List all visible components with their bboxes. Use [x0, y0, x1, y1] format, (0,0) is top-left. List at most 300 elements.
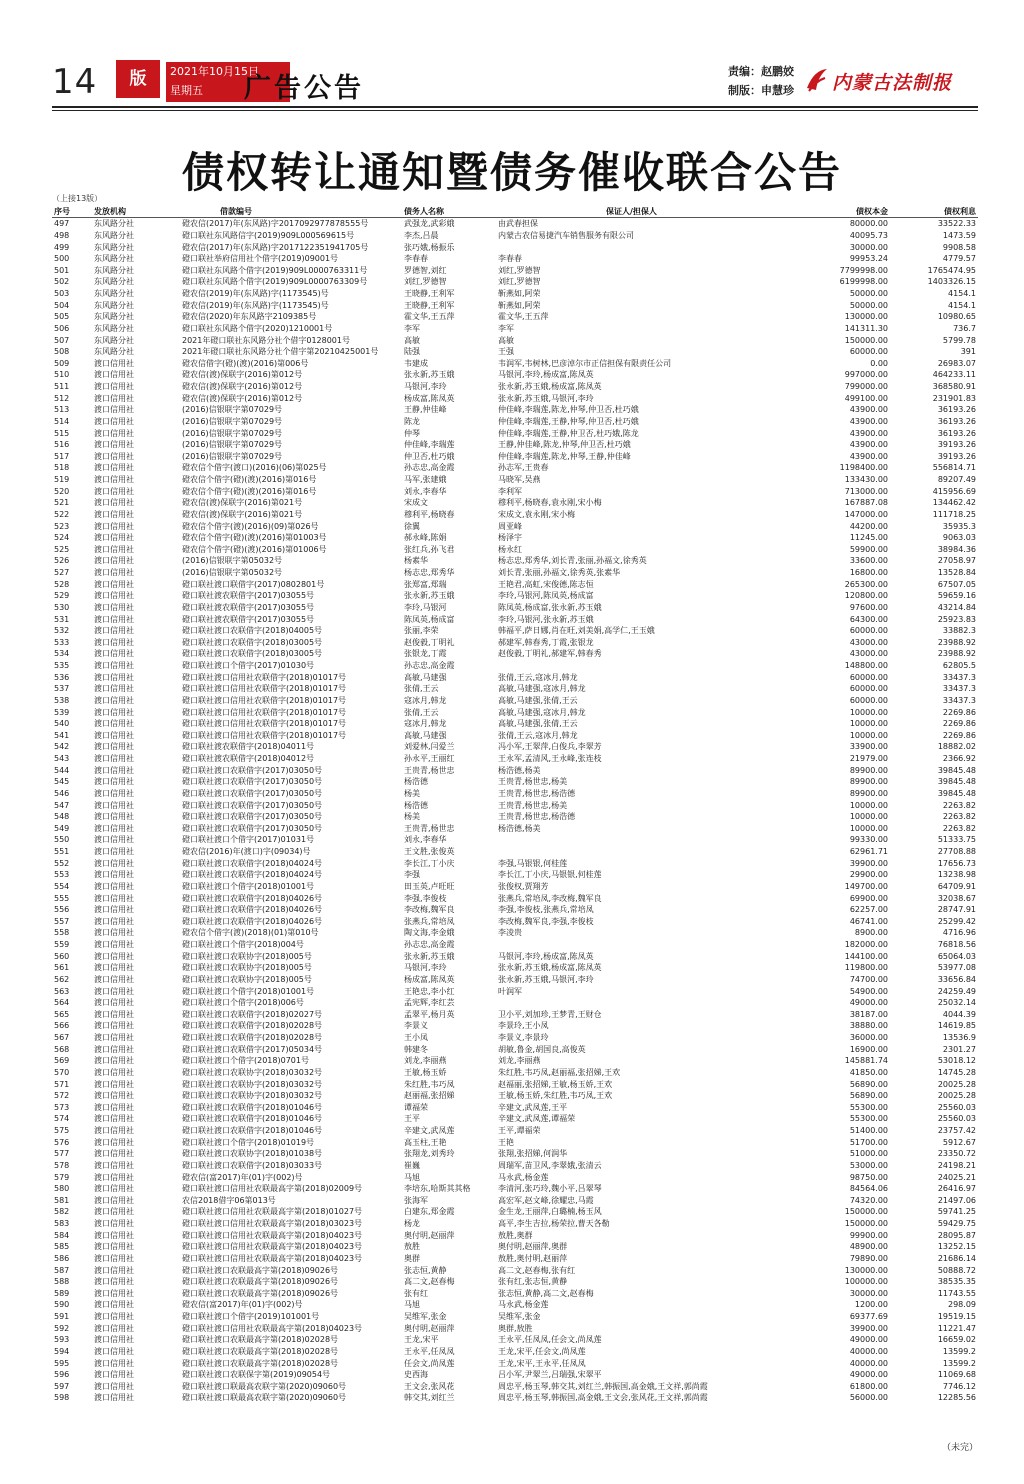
cell-guarantor: 王平,谭福荣 — [498, 1126, 541, 1136]
table-row — [52, 846, 978, 858]
cell-branch: 东风路分社 — [94, 300, 134, 310]
cell-debtor: 陆强 — [404, 347, 420, 357]
cell-guarantor: 王龙,宋平,王永平,任凤凤 — [498, 1358, 586, 1368]
cell-interest: 368580.91 — [932, 382, 976, 392]
cell-guarantor: 刘长青,张丽,孙福文,徐秀英,张素华 — [498, 568, 621, 578]
cell-interest: 23988.92 — [937, 649, 976, 659]
col-header-no: 序号 — [52, 205, 92, 218]
cell-guarantor: 韦润军,韦树林,巴彦淖尔市正信担保有限责任公司 — [498, 358, 672, 368]
cell-debtor: 韩建冬 — [404, 1044, 428, 1054]
cell-guarantor — [496, 660, 806, 672]
cell-loan-no: 磴口联社渡口信用社农联最高字第(2018)04023号 — [182, 1242, 363, 1252]
masthead-rule-thin — [52, 110, 978, 111]
cell-principal: 60000.00 — [849, 347, 888, 357]
cell-debtor: 孙志忠,高金霞 — [404, 463, 455, 473]
cell-interest: 13528.84 — [937, 568, 976, 578]
table-row — [52, 1288, 978, 1300]
cell-debtor: 刘爱林,闫爱兰 — [404, 742, 455, 752]
cell-guarantor: 张有红,张志恒,黄静 — [498, 1277, 568, 1287]
cell-guarantor — [496, 997, 806, 1009]
table-row — [52, 869, 978, 881]
cell-interest: 67507.05 — [937, 579, 976, 589]
table-row — [52, 706, 978, 718]
cell-loan-no: 磴口联社渡口农联借字(2018)03033号 — [182, 1160, 323, 1170]
cell-debtor: 田玉英,卢旺旺 — [404, 881, 455, 891]
cell-debtor: 杨浩德 — [404, 800, 428, 810]
cell-branch: 渡口信用社 — [94, 1067, 134, 1077]
cell-no: 579 — [54, 1172, 70, 1182]
cell-principal: 30000.00 — [849, 242, 888, 252]
cell-debtor: 高敏,马建强 — [404, 672, 447, 682]
edition-badge: 版 — [116, 60, 160, 98]
cell-loan-no: 磴口联社渡口农联借字(2018)03005号 — [182, 649, 323, 659]
cell-debtor: 李强,李俊枝 — [404, 893, 447, 903]
cell-guarantor: 刘红,罗德智 — [498, 265, 541, 275]
cell-debtor: 宋成文 — [404, 498, 428, 508]
cell-guarantor: 靳燕如,阿荣 — [498, 289, 541, 299]
cell-loan-no: 磴农信借字(磴)(渡)(2016)第006号 — [182, 358, 309, 368]
cell-debtor: 辛建文,武凤莲 — [404, 1126, 455, 1136]
cell-no: 544 — [54, 765, 70, 775]
table-body — [52, 218, 978, 1404]
cell-no: 566 — [54, 1021, 70, 1031]
cell-principal: 46741.00 — [849, 916, 888, 926]
table-row — [52, 404, 978, 416]
cell-principal: 49000.00 — [849, 998, 888, 1008]
cell-interest: 26983.07 — [937, 358, 976, 368]
cell-branch: 渡口信用社 — [94, 1044, 134, 1054]
cell-loan-no: 磴口联社渡口农联借字(2017)05034号 — [182, 1044, 323, 1054]
cell-no: 553 — [54, 870, 70, 880]
cell-no: 584 — [54, 1230, 70, 1240]
cell-interest: 25032.14 — [937, 998, 976, 1008]
cell-interest: 25560.03 — [937, 1114, 976, 1124]
cell-guarantor: 张永新,苏玉娥,杨成富,陈凤英 — [498, 382, 602, 392]
table-row — [52, 950, 978, 962]
cell-guarantor: 王龙,宋平,任会文,尚凤莲 — [498, 1346, 586, 1356]
cell-principal: 62257.00 — [849, 905, 888, 915]
cell-no: 502 — [54, 277, 70, 287]
cell-principal: 55300.00 — [849, 1114, 888, 1124]
cell-branch: 东风路分社 — [94, 335, 134, 345]
cell-loan-no: 磴口联社渡口农联协字(2018)03032号 — [182, 1091, 323, 1101]
cell-branch: 渡口信用社 — [94, 893, 134, 903]
cell-principal: 59900.00 — [849, 544, 888, 554]
cell-loan-no: 磴口联社渡口农联借字(2018)02028号 — [182, 1021, 323, 1031]
cell-branch: 渡口信用社 — [94, 672, 134, 682]
cell-guarantor: 张志恒,黄静,高二文,赵春梅 — [498, 1288, 594, 1298]
cell-loan-no: 磴口联社东风路信字(2019)909L000569615号 — [182, 230, 355, 240]
cell-guarantor: 高敏,马建强,张倩,王云 — [498, 719, 578, 729]
cell-no: 554 — [54, 881, 70, 891]
cell-principal: 49000.00 — [849, 1370, 888, 1380]
cell-interest: 11743.55 — [937, 1288, 976, 1298]
cell-guarantor: 韩福平,萨日娜,肖在旺,刘美娟,高学仁,王玉娥 — [498, 626, 655, 636]
table-row — [52, 834, 978, 846]
table-row — [52, 1102, 978, 1114]
cell-branch: 渡口信用社 — [94, 1033, 134, 1043]
cell-no: 524 — [54, 533, 70, 543]
cell-loan-no: 磴口联社渡口农联借字(2018)04005号 — [182, 626, 323, 636]
cell-loan-no: 磴口联社渡口农联借字(2018)04026号 — [182, 893, 323, 903]
cell-guarantor: 王贵青,杨世忠,杨浩德 — [498, 812, 576, 822]
cell-guarantor: 李清河,张巧玲,魏小平,吕翠琴 — [498, 1184, 602, 1194]
cell-guarantor: 王永军,孟清风,王永峰,张连枝 — [498, 754, 602, 764]
cell-interest: 13536.9 — [942, 1033, 976, 1043]
table-row — [52, 230, 978, 242]
cell-branch: 渡口信用社 — [94, 1009, 134, 1019]
table-row — [52, 1218, 978, 1230]
cell-no: 572 — [54, 1091, 70, 1101]
table-row — [52, 509, 978, 521]
cell-no: 506 — [54, 323, 70, 333]
cell-debtor: 孙志忠,高金霞 — [404, 940, 455, 950]
cell-debtor: 任会文,尚凤莲 — [404, 1358, 455, 1368]
cell-loan-no: 磴口联社渡口农联协字(2018)005号 — [182, 951, 312, 961]
cell-guarantor: 高敏,马建强,张倩,王云 — [498, 695, 578, 705]
cell-principal: 74320.00 — [849, 1195, 888, 1205]
cell-loan-no: 磴口联社渡口农联协字(2018)005号 — [182, 974, 312, 984]
cell-debtor: 张海军 — [404, 1195, 428, 1205]
cell-guarantor: 高敏,马建强,寇冰月,韩龙 — [498, 684, 586, 694]
cell-principal: 43900.00 — [849, 428, 888, 438]
table-row — [52, 881, 978, 893]
cell-branch: 渡口信用社 — [94, 614, 134, 624]
cell-loan-no: 磴农信(渡)保联字(2016)第012号 — [182, 382, 303, 392]
cell-no: 501 — [54, 265, 70, 275]
cell-branch: 渡口信用社 — [94, 730, 134, 740]
cell-guarantor: 周瑞军,苗卫风,李翠娥,张清云 — [498, 1160, 602, 1170]
cell-debtor: 郝永峰,陈娟 — [404, 533, 447, 543]
cell-branch: 渡口信用社 — [94, 416, 134, 426]
issue-weekday: 星期五 — [170, 84, 203, 97]
cell-debtor: 杨素华 — [404, 556, 428, 566]
cell-guarantor: 李长江,丁小庆,马银银,何桂莲 — [498, 870, 602, 880]
table-row — [52, 427, 978, 439]
cell-branch: 渡口信用社 — [94, 963, 134, 973]
cell-principal: 11245.00 — [849, 533, 888, 543]
cell-interest: 51333.75 — [937, 835, 976, 845]
cell-interest: 43214.84 — [937, 602, 976, 612]
cell-loan-no: 磴农信(2016)年(渡口)字(09034)号 — [182, 847, 311, 857]
cell-guarantor: 刘龙,李丽燕 — [498, 1056, 541, 1066]
cell-branch: 渡口信用社 — [94, 579, 134, 589]
cell-branch: 渡口信用社 — [94, 1277, 134, 1287]
table-row — [52, 927, 978, 939]
cell-debtor: 马银河,李玲 — [404, 963, 447, 973]
cell-interest: 2263.82 — [942, 823, 976, 833]
cell-debtor: 高敏 — [404, 335, 420, 345]
cell-guarantor: 马永武,杨金莲 — [498, 1300, 549, 1310]
cell-principal: 499100.00 — [844, 393, 888, 403]
end-note: （未完） — [941, 1443, 978, 1453]
table-row — [52, 660, 978, 672]
cell-guarantor: 高敏,马建强,寇冰月,韩龙 — [498, 707, 586, 717]
table-row — [52, 369, 978, 381]
cell-principal: 150000.00 — [844, 335, 888, 345]
cell-loan-no: 磴农信个借字(磴)(渡)(2016)第01003号 — [182, 533, 327, 543]
cell-principal: 38187.00 — [849, 1009, 888, 1019]
cell-interest: 2269.86 — [942, 730, 976, 740]
cell-interest: 2263.82 — [942, 800, 976, 810]
cell-principal: 1200.00 — [854, 1300, 888, 1310]
table-row — [52, 474, 978, 486]
cell-debtor: 谭福荣 — [404, 1102, 428, 1112]
table-row — [52, 857, 978, 869]
cell-interest: 736.7 — [953, 323, 976, 333]
cell-guarantor: 王艳 — [498, 1137, 514, 1147]
table-row — [52, 544, 978, 556]
cell-no: 582 — [54, 1207, 70, 1217]
cell-loan-no: 磴口联社渡口农联借字(2017)03050号 — [182, 777, 323, 787]
cell-loan-no: 磴农信(富2017)年(01)字(002)号 — [182, 1172, 303, 1182]
cell-branch: 东风路分社 — [94, 265, 134, 275]
table-row — [52, 613, 978, 625]
cell-loan-no: 磴口联社渡口农联最高字第(2018)02028号 — [182, 1335, 339, 1345]
cell-branch: 渡口信用社 — [94, 800, 134, 810]
cell-interest: 298.09 — [948, 1300, 976, 1310]
cell-loan-no: 磴农信个借字(渡口)(2016)(06)第025号 — [182, 463, 327, 473]
cell-interest: 556814.71 — [932, 463, 976, 473]
cell-no: 551 — [54, 847, 70, 857]
cell-debtor: 张红兵,孙飞君 — [404, 544, 455, 554]
cell-no: 589 — [54, 1288, 70, 1298]
cell-guarantor: 李军 — [498, 323, 514, 333]
cell-guarantor: 杨永红 — [498, 544, 522, 554]
cell-no: 510 — [54, 370, 70, 380]
col-header-principal: 债权本金 — [806, 205, 890, 218]
table-row — [52, 578, 978, 590]
table-row — [52, 695, 978, 707]
cell-interest: 23350.72 — [937, 1149, 976, 1159]
cell-branch: 渡口信用社 — [94, 1114, 134, 1124]
cell-no: 576 — [54, 1137, 70, 1147]
cell-interest: 33437.3 — [942, 672, 976, 682]
table-row — [52, 1090, 978, 1102]
cell-principal: 98750.00 — [849, 1172, 888, 1182]
cell-interest: 14619.85 — [937, 1021, 976, 1031]
cell-loan-no: 磴口联社渡口个借字(2018)01019号 — [182, 1137, 315, 1147]
cell-branch: 渡口信用社 — [94, 974, 134, 984]
table-row — [52, 683, 978, 695]
cell-no: 522 — [54, 509, 70, 519]
cell-interest: 64709.91 — [937, 881, 976, 891]
cell-branch: 渡口信用社 — [94, 951, 134, 961]
cell-no: 520 — [54, 486, 70, 496]
cell-principal: 149700.00 — [844, 881, 888, 891]
cell-debtor: 奥付明,赵丽萍 — [404, 1230, 455, 1240]
table-row — [52, 462, 978, 474]
cell-no: 518 — [54, 463, 70, 473]
table-row — [52, 392, 978, 404]
cell-interest: 18882.02 — [937, 742, 976, 752]
table-row — [52, 730, 978, 742]
cell-guarantor: 杨志忠,郑秀华,刘长青,张丽,孙福文,徐秀英 — [498, 556, 647, 566]
cell-debtor: 徐翼 — [404, 521, 420, 531]
cell-no: 536 — [54, 672, 70, 682]
cell-no: 511 — [54, 382, 70, 392]
cell-guarantor: 奥付明,赵丽萍,奥群 — [498, 1242, 568, 1252]
cell-loan-no: 磴口联社渡口农联最高字第(2018)02028号 — [182, 1358, 339, 1368]
cell-principal: 16800.00 — [849, 568, 888, 578]
cell-no: 591 — [54, 1312, 70, 1322]
cell-branch: 渡口信用社 — [94, 1079, 134, 1089]
cell-debtor: 刘永,李春华 — [404, 835, 447, 845]
cell-loan-no: 磴口联社渡口农联借字(2017)03050号 — [182, 765, 323, 775]
cell-guarantor: 陈凤英,杨成富,张永新,苏玉娥 — [498, 602, 602, 612]
cell-principal: 8900.00 — [854, 928, 888, 938]
table-row — [52, 741, 978, 753]
cell-no: 581 — [54, 1195, 70, 1205]
cell-no: 562 — [54, 974, 70, 984]
cell-guarantor: 冯小军,王翠萍,白俊兵,李翠芳 — [498, 742, 602, 752]
cell-principal: 80000.00 — [849, 219, 888, 229]
cell-guarantor: 张翔,张招娣,何润华 — [498, 1149, 568, 1159]
cell-branch: 渡口信用社 — [94, 382, 134, 392]
cell-debtor: 张巧娥,杨振乐 — [404, 242, 455, 252]
table-row — [52, 1241, 978, 1253]
cell-branch: 渡口信用社 — [94, 544, 134, 554]
cell-no: 577 — [54, 1149, 70, 1159]
cell-loan-no: 磴口联社渡口农联协字(2018)005号 — [182, 963, 312, 973]
cell-interest: 28747.91 — [937, 905, 976, 915]
cell-no: 555 — [54, 893, 70, 903]
table-row — [52, 997, 978, 1009]
cell-interest: 415956.69 — [932, 486, 976, 496]
cell-interest: 23757.42 — [937, 1126, 976, 1136]
cell-principal: 147000.00 — [844, 509, 888, 519]
cell-principal: 60000.00 — [849, 695, 888, 705]
cell-no: 542 — [54, 742, 70, 752]
cell-interest: 33882.3 — [942, 626, 976, 636]
cell-debtor: 王晓静,王利军 — [404, 300, 455, 310]
table-row — [52, 811, 978, 823]
table-row — [52, 637, 978, 649]
cell-interest: 36193.26 — [937, 405, 976, 415]
cell-branch: 渡口信用社 — [94, 1393, 134, 1403]
cell-guarantor: 李利军 — [498, 486, 522, 496]
cell-principal: 99953.24 — [849, 254, 888, 264]
cell-interest: 24259.49 — [937, 986, 976, 996]
cell-branch: 渡口信用社 — [94, 1021, 134, 1031]
cell-branch: 渡口信用社 — [94, 1056, 134, 1066]
cell-loan-no: 磴口联社渡口农联借字(2018)01046号 — [182, 1102, 323, 1112]
table-row — [52, 485, 978, 497]
cell-guarantor: 赵俊毅,丁明礼,郝建军,韩春秀 — [498, 649, 602, 659]
cell-debtor: 马旭 — [404, 1172, 420, 1182]
cell-branch: 东风路分社 — [94, 254, 134, 264]
cell-loan-no: 磴口联社渡口个借字(2018)004号 — [182, 940, 304, 950]
cell-no: 556 — [54, 905, 70, 915]
cell-principal: 182000.00 — [844, 940, 888, 950]
cell-debtor: 王平 — [404, 1114, 420, 1124]
cell-debtor: 韦建成 — [404, 358, 428, 368]
cell-no: 550 — [54, 835, 70, 845]
cell-branch: 渡口信用社 — [94, 765, 134, 775]
cell-principal: 97600.00 — [849, 602, 888, 612]
cell-no: 527 — [54, 568, 70, 578]
cell-branch: 渡口信用社 — [94, 1219, 134, 1229]
cell-guarantor: 张永新,苏玉娥,马银河,李玲 — [498, 974, 594, 984]
cell-no: 571 — [54, 1079, 70, 1089]
cell-branch: 渡口信用社 — [94, 498, 134, 508]
table-row — [52, 1357, 978, 1369]
cell-debtor: 孟翠平,杨月英 — [404, 1009, 455, 1019]
cell-interest: 9908.58 — [942, 242, 976, 252]
table-row — [52, 823, 978, 835]
cell-interest: 89207.49 — [937, 475, 976, 485]
cell-loan-no: 磴农信(2019)年(东风路)字(1173545)号 — [182, 289, 329, 299]
cell-interest: 33437.3 — [942, 695, 976, 705]
cell-branch: 渡口信用社 — [94, 1230, 134, 1240]
cell-branch: 渡口信用社 — [94, 1312, 134, 1322]
table-row — [52, 1067, 978, 1079]
cell-no: 548 — [54, 812, 70, 822]
cell-no: 525 — [54, 544, 70, 554]
cell-guarantor: 张燕兵,常培凤,李改梅,魏军良 — [498, 893, 602, 903]
cell-principal: 56000.00 — [849, 1393, 888, 1403]
cell-interest: 59741.25 — [937, 1207, 976, 1217]
cell-no: 598 — [54, 1393, 70, 1403]
cell-debtor: 张志恒,黄静 — [404, 1265, 447, 1275]
cell-branch: 渡口信用社 — [94, 754, 134, 764]
cell-guarantor: 仲佳峰,李瑞莲,陈龙,仲琴,王静,仲佳峰 — [498, 451, 631, 461]
cell-loan-no: 磴口联社渡口联最高农联字第(2020)09060号 — [182, 1393, 347, 1403]
table-row — [52, 1055, 978, 1067]
cell-interest: 27708.88 — [937, 847, 976, 857]
cell-interest: 35935.3 — [942, 521, 976, 531]
cell-debtor: 李强 — [404, 870, 420, 880]
cell-interest: 39845.48 — [937, 777, 976, 787]
table-row — [52, 1253, 978, 1265]
cell-principal: 1198400.00 — [839, 463, 888, 473]
cell-branch: 渡口信用社 — [94, 370, 134, 380]
cell-interest: 13599.2 — [942, 1346, 976, 1356]
cell-loan-no: 磴农信(渡)保联字(2016)第021号 — [182, 509, 303, 519]
cell-branch: 渡口信用社 — [94, 870, 134, 880]
table-row — [52, 799, 978, 811]
cell-debtor: 高玉柱,王艳 — [404, 1137, 447, 1147]
cell-branch: 东风路分社 — [94, 312, 134, 322]
table-row — [52, 1009, 978, 1021]
cell-loan-no: 磴口联社渡口农联借字(2018)04024号 — [182, 870, 323, 880]
cell-principal: 145881.74 — [844, 1056, 888, 1066]
cell-loan-no: (2016)信银联字第07029号 — [182, 405, 283, 415]
cell-loan-no: 磴口联社渡口农联最高字第(2018)09026号 — [182, 1265, 339, 1275]
cell-no: 578 — [54, 1160, 70, 1170]
cell-branch: 渡口信用社 — [94, 661, 134, 671]
col-header-branch: 发放机构 — [92, 205, 180, 218]
cell-no: 558 — [54, 928, 70, 938]
cell-loan-no: 磴口联社渡口农联借字(2018)02028号 — [182, 1033, 323, 1043]
cell-loan-no: 磴农信(渡)保联字(2016)第021号 — [182, 498, 303, 508]
table-row — [52, 497, 978, 509]
cell-principal: 41850.00 — [849, 1067, 888, 1077]
cell-no: 521 — [54, 498, 70, 508]
cell-branch: 渡口信用社 — [94, 568, 134, 578]
cell-debtor: 张丽,李荣 — [404, 626, 439, 636]
cell-interest: 1765474.95 — [927, 265, 976, 275]
cell-interest: 20025.28 — [937, 1079, 976, 1089]
page-number: 14 — [52, 62, 98, 102]
cell-debtor: 杨美 — [404, 812, 420, 822]
cell-no: 513 — [54, 405, 70, 415]
cell-principal: 10000.00 — [849, 707, 888, 717]
cell-no: 532 — [54, 626, 70, 636]
cell-guarantor: 王永平,任凤凤,任会文,尚凤莲 — [498, 1335, 602, 1345]
cell-debtor: 王小凤 — [404, 1033, 428, 1043]
cell-debtor: 寇冰月,韩龙 — [404, 719, 447, 729]
